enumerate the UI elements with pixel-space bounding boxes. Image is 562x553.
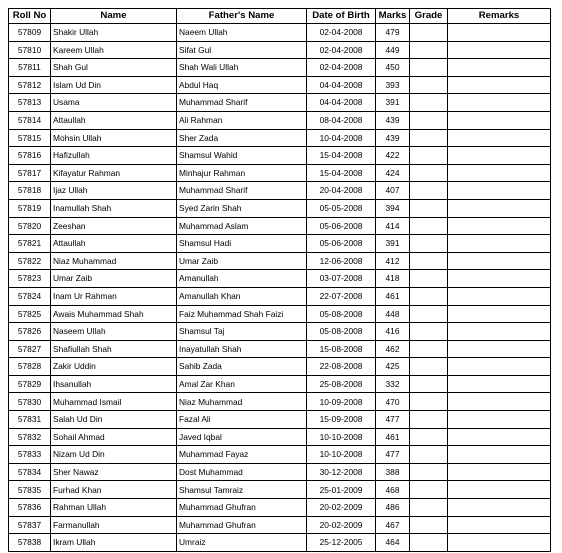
marks-cell: 468 — [376, 481, 410, 499]
student-name-cell: Zakir Uddin — [51, 358, 177, 376]
marks-cell: 394 — [376, 199, 410, 217]
remarks-cell — [448, 393, 551, 411]
student-name-cell: Hafizullah — [51, 147, 177, 165]
table-row — [9, 534, 551, 552]
father-name-cell: Syed Zarin Shah — [177, 199, 307, 217]
roll-number-cell: 57820 — [9, 217, 51, 235]
grade-cell — [410, 147, 448, 165]
student-name-cell: Ihsanullah — [51, 375, 177, 393]
grade-cell — [410, 340, 448, 358]
table-row — [9, 235, 551, 253]
roll-number-cell: 57823 — [9, 270, 51, 288]
marks-cell: 418 — [376, 270, 410, 288]
roll-number-cell: 57812 — [9, 76, 51, 94]
roll-number-cell: 57814 — [9, 111, 51, 129]
remarks-cell — [448, 375, 551, 393]
remarks-cell — [448, 217, 551, 235]
roll-number-cell: 57810 — [9, 41, 51, 59]
father-name-cell: Muhammad Ghufran — [177, 499, 307, 517]
remarks-cell — [448, 182, 551, 200]
student-name-cell: Attaullah — [51, 111, 177, 129]
marks-cell: 391 — [376, 235, 410, 253]
date-of-birth-cell: 20-02-2009 — [307, 499, 376, 517]
marks-cell: 461 — [376, 287, 410, 305]
grade-cell — [410, 463, 448, 481]
grade-cell — [410, 235, 448, 253]
date-of-birth-cell: 05-08-2008 — [307, 323, 376, 341]
father-name-cell: Sahib Zada — [177, 358, 307, 376]
table-row — [9, 252, 551, 270]
student-name-cell: Zeeshan — [51, 217, 177, 235]
father-name-cell: Naeem Ullah — [177, 24, 307, 42]
marks-cell: 464 — [376, 534, 410, 552]
student-name-cell: Rahman Ullah — [51, 499, 177, 517]
remarks-cell — [448, 94, 551, 112]
grade-cell — [410, 94, 448, 112]
remarks-cell — [448, 164, 551, 182]
marks-cell: 439 — [376, 111, 410, 129]
remarks-cell — [448, 235, 551, 253]
father-name-cell: Muhammad Sharif — [177, 94, 307, 112]
roll-number-cell: 57821 — [9, 235, 51, 253]
father-name-cell: Muhammad Sharif — [177, 182, 307, 200]
student-name-cell: Kifayatur Rahman — [51, 164, 177, 182]
father-name-cell: Shamsul Taj — [177, 323, 307, 341]
date-of-birth-cell: 02-04-2008 — [307, 59, 376, 77]
marks-cell: 422 — [376, 147, 410, 165]
header-name: Name — [51, 9, 177, 24]
father-name-cell: Minhajur Rahman — [177, 164, 307, 182]
date-of-birth-cell: 22-07-2008 — [307, 287, 376, 305]
marks-cell: 477 — [376, 411, 410, 429]
date-of-birth-cell: 10-04-2008 — [307, 129, 376, 147]
table-row — [9, 287, 551, 305]
grade-cell — [410, 182, 448, 200]
student-name-cell: Usama — [51, 94, 177, 112]
marks-cell: 449 — [376, 41, 410, 59]
roll-number-cell: 57835 — [9, 481, 51, 499]
date-of-birth-cell: 15-04-2008 — [307, 147, 376, 165]
roll-number-cell: 57816 — [9, 147, 51, 165]
student-name-cell: Sher Nawaz — [51, 463, 177, 481]
roll-number-cell: 57819 — [9, 199, 51, 217]
student-name-cell: Inam Ur Rahman — [51, 287, 177, 305]
student-name-cell: Farmanullah — [51, 516, 177, 534]
roll-number-cell: 57831 — [9, 411, 51, 429]
date-of-birth-cell: 04-04-2008 — [307, 94, 376, 112]
date-of-birth-cell: 25-12-2005 — [307, 534, 376, 552]
remarks-cell — [448, 446, 551, 464]
grade-cell — [410, 287, 448, 305]
marks-cell: 388 — [376, 463, 410, 481]
marks-cell: 461 — [376, 428, 410, 446]
student-name-cell: Nizam Ud Din — [51, 446, 177, 464]
grade-cell — [410, 499, 448, 517]
roll-number-cell: 57827 — [9, 340, 51, 358]
table-row — [9, 94, 551, 112]
marks-cell: 479 — [376, 24, 410, 42]
table-row — [9, 340, 551, 358]
date-of-birth-cell: 05-06-2008 — [307, 217, 376, 235]
date-of-birth-cell: 15-09-2008 — [307, 411, 376, 429]
student-name-cell: Shakir Ullah — [51, 24, 177, 42]
father-name-cell: Ali Rahman — [177, 111, 307, 129]
father-name-cell: Umraiz — [177, 534, 307, 552]
student-name-cell: Furhad Khan — [51, 481, 177, 499]
student-name-cell: Naseem Ullah — [51, 323, 177, 341]
date-of-birth-cell: 25-01-2009 — [307, 481, 376, 499]
table-row — [9, 217, 551, 235]
date-of-birth-cell: 22-08-2008 — [307, 358, 376, 376]
student-name-cell: Salah Ud Din — [51, 411, 177, 429]
grade-cell — [410, 76, 448, 94]
table-body — [9, 24, 551, 552]
roll-number-cell: 57833 — [9, 446, 51, 464]
roll-number-cell: 57837 — [9, 516, 51, 534]
table-row — [9, 393, 551, 411]
header-grade: Grade — [410, 9, 448, 24]
grade-cell — [410, 270, 448, 288]
remarks-cell — [448, 24, 551, 42]
remarks-cell — [448, 287, 551, 305]
table-row — [9, 182, 551, 200]
remarks-cell — [448, 270, 551, 288]
remarks-cell — [448, 323, 551, 341]
header-row — [9, 9, 551, 24]
roll-number-cell: 57822 — [9, 252, 51, 270]
roll-number-cell: 57836 — [9, 499, 51, 517]
father-name-cell: Dost Muhammad — [177, 463, 307, 481]
roll-number-cell: 57824 — [9, 287, 51, 305]
remarks-cell — [448, 252, 551, 270]
student-name-cell: Kareem Ullah — [51, 41, 177, 59]
father-name-cell: Shamsul Wahid — [177, 147, 307, 165]
father-name-cell: Amanullah — [177, 270, 307, 288]
father-name-cell: Niaz Muhammad — [177, 393, 307, 411]
remarks-cell — [448, 516, 551, 534]
date-of-birth-cell: 05-06-2008 — [307, 235, 376, 253]
marks-cell: 393 — [376, 76, 410, 94]
roll-number-cell: 57832 — [9, 428, 51, 446]
roll-number-cell: 57815 — [9, 129, 51, 147]
table-row — [9, 358, 551, 376]
grade-cell — [410, 129, 448, 147]
date-of-birth-cell: 15-08-2008 — [307, 340, 376, 358]
grade-cell — [410, 199, 448, 217]
header-marks: Marks — [376, 9, 410, 24]
table-row — [9, 516, 551, 534]
date-of-birth-cell: 15-04-2008 — [307, 164, 376, 182]
remarks-cell — [448, 199, 551, 217]
marks-cell: 477 — [376, 446, 410, 464]
marks-cell: 412 — [376, 252, 410, 270]
marks-cell: 470 — [376, 393, 410, 411]
table-row — [9, 199, 551, 217]
grade-cell — [410, 111, 448, 129]
date-of-birth-cell: 12-06-2008 — [307, 252, 376, 270]
father-name-cell: Amal Zar Khan — [177, 375, 307, 393]
grade-cell — [410, 516, 448, 534]
date-of-birth-cell: 10-10-2008 — [307, 428, 376, 446]
table-row — [9, 270, 551, 288]
student-name-cell: Inamullah Shah — [51, 199, 177, 217]
remarks-cell — [448, 111, 551, 129]
table-row — [9, 24, 551, 42]
table-row — [9, 111, 551, 129]
date-of-birth-cell: 02-04-2008 — [307, 24, 376, 42]
student-name-cell: Shafiullah Shah — [51, 340, 177, 358]
father-name-cell: Fazal Ali — [177, 411, 307, 429]
father-name-cell: Javed Iqbal — [177, 428, 307, 446]
father-name-cell: Faiz Muhammad Shah Faizi — [177, 305, 307, 323]
roll-number-cell: 57829 — [9, 375, 51, 393]
table-row — [9, 305, 551, 323]
father-name-cell: Abdul Haq — [177, 76, 307, 94]
grade-cell — [410, 428, 448, 446]
grade-cell — [410, 411, 448, 429]
student-name-cell: Mohsin Ullah — [51, 129, 177, 147]
student-name-cell: Umar Zaib — [51, 270, 177, 288]
marks-cell: 391 — [376, 94, 410, 112]
table-row — [9, 481, 551, 499]
father-name-cell: Muhammad Ghufran — [177, 516, 307, 534]
roll-number-cell: 57825 — [9, 305, 51, 323]
roll-number-cell: 57830 — [9, 393, 51, 411]
student-name-cell: Awais Muhammad Shah — [51, 305, 177, 323]
marks-cell: 467 — [376, 516, 410, 534]
marks-cell: 448 — [376, 305, 410, 323]
date-of-birth-cell: 20-04-2008 — [307, 182, 376, 200]
roll-number-cell: 57826 — [9, 323, 51, 341]
marks-cell: 486 — [376, 499, 410, 517]
grade-cell — [410, 24, 448, 42]
roll-number-cell: 57834 — [9, 463, 51, 481]
father-name-cell: Shah Wali Ullah — [177, 59, 307, 77]
date-of-birth-cell: 05-05-2008 — [307, 199, 376, 217]
roll-number-cell: 57818 — [9, 182, 51, 200]
student-name-cell: Niaz Muhammad — [51, 252, 177, 270]
marks-cell: 462 — [376, 340, 410, 358]
table-row — [9, 375, 551, 393]
grade-cell — [410, 164, 448, 182]
date-of-birth-cell: 20-02-2009 — [307, 516, 376, 534]
remarks-cell — [448, 534, 551, 552]
remarks-cell — [448, 499, 551, 517]
student-name-cell: Muhammad Ismail — [51, 393, 177, 411]
marks-cell: 332 — [376, 375, 410, 393]
table-row — [9, 164, 551, 182]
table-row — [9, 129, 551, 147]
date-of-birth-cell: 08-04-2008 — [307, 111, 376, 129]
student-name-cell: Ijaz Ullah — [51, 182, 177, 200]
remarks-cell — [448, 358, 551, 376]
date-of-birth-cell: 10-09-2008 — [307, 393, 376, 411]
student-name-cell: Attaullah — [51, 235, 177, 253]
remarks-cell — [448, 41, 551, 59]
father-name-cell: Sher Zada — [177, 129, 307, 147]
date-of-birth-cell: 04-04-2008 — [307, 76, 376, 94]
roll-number-cell: 57817 — [9, 164, 51, 182]
father-name-cell: Umar Zaib — [177, 252, 307, 270]
roll-number-cell: 57828 — [9, 358, 51, 376]
results-table — [8, 8, 551, 552]
marks-cell: 439 — [376, 129, 410, 147]
grade-cell — [410, 534, 448, 552]
table-row — [9, 59, 551, 77]
grade-cell — [410, 481, 448, 499]
marks-cell: 416 — [376, 323, 410, 341]
remarks-cell — [448, 340, 551, 358]
roll-number-cell: 57809 — [9, 24, 51, 42]
remarks-cell — [448, 481, 551, 499]
marks-cell: 450 — [376, 59, 410, 77]
father-name-cell: Shamsul Tamraiz — [177, 481, 307, 499]
roll-number-cell: 57838 — [9, 534, 51, 552]
header-father-name: Father's Name — [177, 9, 307, 24]
remarks-cell — [448, 411, 551, 429]
marks-cell: 407 — [376, 182, 410, 200]
roll-number-cell: 57811 — [9, 59, 51, 77]
grade-cell — [410, 41, 448, 59]
grade-cell — [410, 59, 448, 77]
student-name-cell: Islam Ud Din — [51, 76, 177, 94]
date-of-birth-cell: 05-08-2008 — [307, 305, 376, 323]
remarks-cell — [448, 305, 551, 323]
date-of-birth-cell: 25-08-2008 — [307, 375, 376, 393]
grade-cell — [410, 375, 448, 393]
table-row — [9, 41, 551, 59]
date-of-birth-cell: 03-07-2008 — [307, 270, 376, 288]
remarks-cell — [448, 59, 551, 77]
table-row — [9, 499, 551, 517]
father-name-cell: Muhammad Aslam — [177, 217, 307, 235]
student-name-cell: Sohail Ahmad — [51, 428, 177, 446]
header-remarks: Remarks — [448, 9, 551, 24]
date-of-birth-cell: 30-12-2008 — [307, 463, 376, 481]
grade-cell — [410, 358, 448, 376]
date-of-birth-cell: 10-10-2008 — [307, 446, 376, 464]
marks-cell: 425 — [376, 358, 410, 376]
roll-number-cell: 57813 — [9, 94, 51, 112]
father-name-cell: Inayatullah Shah — [177, 340, 307, 358]
table-row — [9, 446, 551, 464]
grade-cell — [410, 393, 448, 411]
father-name-cell: Sifat Gul — [177, 41, 307, 59]
father-name-cell: Amanullah Khan — [177, 287, 307, 305]
header-roll-no: Roll No — [9, 9, 51, 24]
header-date-of-birth: Date of Birth — [307, 9, 376, 24]
remarks-cell — [448, 76, 551, 94]
grade-cell — [410, 305, 448, 323]
student-name-cell: Ikram Ullah — [51, 534, 177, 552]
result-sheet — [8, 8, 551, 552]
date-of-birth-cell: 02-04-2008 — [307, 41, 376, 59]
table-row — [9, 411, 551, 429]
table-row — [9, 76, 551, 94]
remarks-cell — [448, 147, 551, 165]
grade-cell — [410, 446, 448, 464]
grade-cell — [410, 323, 448, 341]
table-row — [9, 463, 551, 481]
table-row — [9, 428, 551, 446]
student-name-cell: Shah Gul — [51, 59, 177, 77]
marks-cell: 414 — [376, 217, 410, 235]
table-row — [9, 147, 551, 165]
marks-cell: 424 — [376, 164, 410, 182]
table-row — [9, 323, 551, 341]
grade-cell — [410, 252, 448, 270]
grade-cell — [410, 217, 448, 235]
father-name-cell: Muhammad Fayaz — [177, 446, 307, 464]
father-name-cell: Shamsul Hadi — [177, 235, 307, 253]
remarks-cell — [448, 463, 551, 481]
remarks-cell — [448, 428, 551, 446]
remarks-cell — [448, 129, 551, 147]
